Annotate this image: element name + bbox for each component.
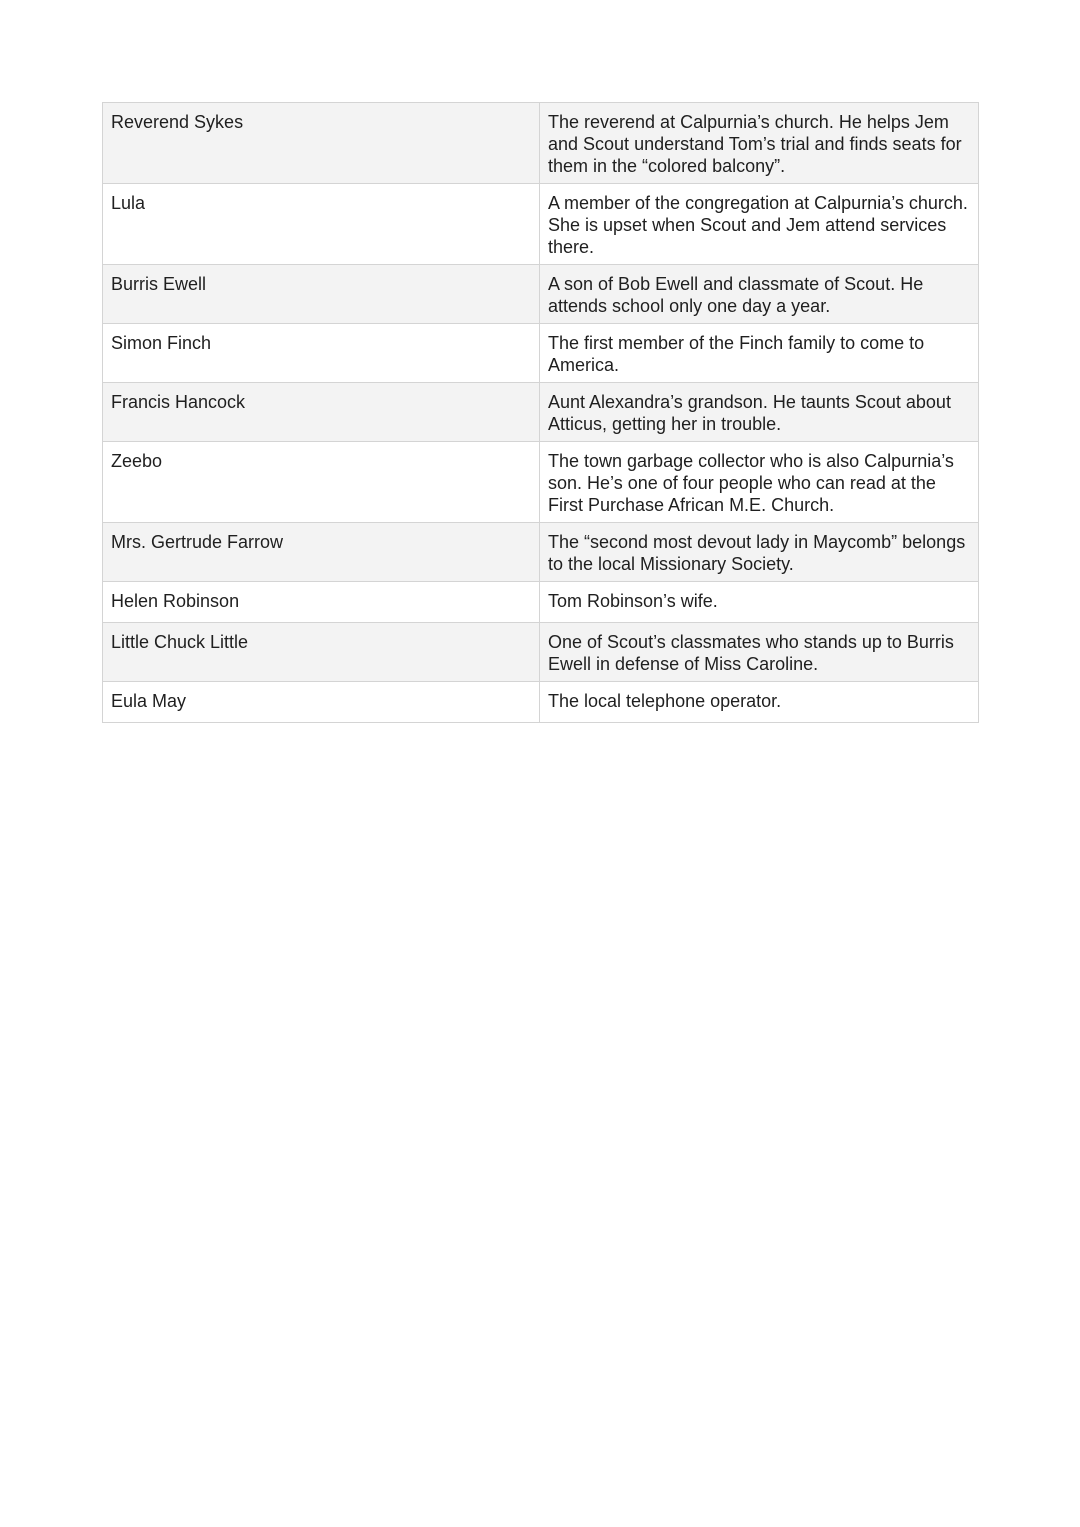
character-description: Aunt Alexandra’s grandson. He taunts Scout about Atticus, getting her in trouble.	[540, 383, 979, 442]
table-row	[103, 523, 979, 582]
table-row	[103, 265, 979, 324]
character-name: Burris Ewell	[103, 265, 540, 324]
character-table	[102, 102, 979, 723]
character-name: Reverend Sykes	[103, 103, 540, 184]
table-row	[103, 324, 979, 383]
character-name: Helen Robinson	[103, 582, 540, 623]
character-name: Francis Hancock	[103, 383, 540, 442]
table-row	[103, 103, 979, 184]
character-name: Little Chuck Little	[103, 623, 540, 682]
character-name: Mrs. Gertrude Farrow	[103, 523, 540, 582]
character-description: The first member of the Finch family to come to America.	[540, 324, 979, 383]
table-row	[103, 582, 979, 623]
character-name: Eula May	[103, 682, 540, 723]
character-description: The “second most devout lady in Maycomb” belongs to the local Missionary Society.	[540, 523, 979, 582]
character-description: A son of Bob Ewell and classmate of Scout. He attends school only one day a year.	[540, 265, 979, 324]
character-description: Tom Robinson’s wife.	[540, 582, 979, 623]
character-description: The reverend at Calpurnia’s church. He helps Jem and Scout understand Tom’s trial and finds seats for them in the “colored balcony”.	[540, 103, 979, 184]
character-description: The town garbage collector who is also Calpurnia’s son. He’s one of four people who can read at the First Purchase African M.E. Church.	[540, 442, 979, 523]
table-row	[103, 184, 979, 265]
character-name: Simon Finch	[103, 324, 540, 383]
character-name: Lula	[103, 184, 540, 265]
character-description: The local telephone operator.	[540, 682, 979, 723]
table-row	[103, 383, 979, 442]
character-description: One of Scout’s classmates who stands up to Burris Ewell in defense of Miss Caroline.	[540, 623, 979, 682]
table-row	[103, 623, 979, 682]
character-name: Zeebo	[103, 442, 540, 523]
character-description: A member of the congregation at Calpurnia’s church. She is upset when Scout and Jem attend services there.	[540, 184, 979, 265]
table-row	[103, 442, 979, 523]
table-row	[103, 682, 979, 723]
